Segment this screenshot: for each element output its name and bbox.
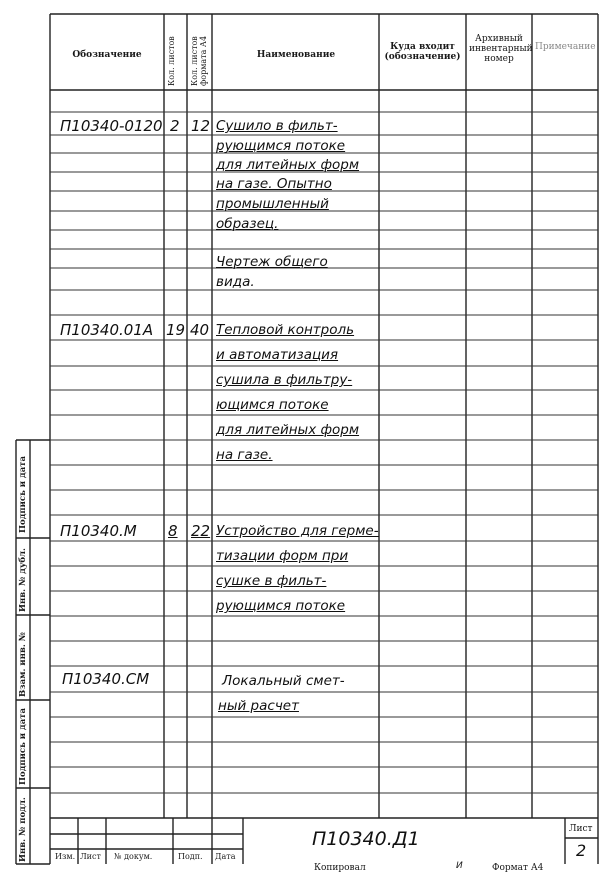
entry-4-name-line-2: ный расчет <box>218 698 299 714</box>
entry-4-designation: П10340.СМ <box>62 670 150 688</box>
entry-1-name-line-6: образец. <box>216 216 279 232</box>
side-label-sign-date-upper: Подпись и дата <box>18 455 28 533</box>
title-sheet-number: 2 <box>576 841 587 860</box>
entry-3-name-line-4: рующимся потоке <box>216 598 346 614</box>
header-archive: Архивный инвентарный номер <box>469 34 533 64</box>
side-label-vzam-inv: Взам. инв. № <box>18 631 28 697</box>
entry-3-name-line-2: тизации форм при <box>216 548 349 564</box>
entry-2-name-line-3: сушила в фильтру- <box>216 372 353 388</box>
entry-1-name-line-5: промышленный <box>216 196 329 212</box>
entry-1-name-line-1: Сушило в фильт- <box>216 118 338 134</box>
entry-2-name-line-2: и автоматизация <box>216 347 339 363</box>
entry-3-name-line-3: сушке в фильт- <box>216 573 327 589</box>
side-label-inv-podl: Инв. № подл. <box>18 797 28 862</box>
header-a4-sheet-count: Кол. листов формата А4 <box>190 35 208 86</box>
footer-format: Формат А4 <box>492 863 544 873</box>
entry-1-name-line-8: вида. <box>216 274 255 290</box>
footer-copied: Копировал <box>314 863 366 873</box>
entry-1-a4: 12 <box>191 117 211 135</box>
entry-2-name-line-6: на газе. <box>216 447 273 463</box>
entry-2-name-line-1: Тепловой контроль <box>216 322 355 338</box>
entry-1-designation: П10340-0120 <box>60 117 163 135</box>
footer-mark: И <box>456 861 463 871</box>
entry-3-name-line-1: Устройство для герме- <box>216 523 379 539</box>
header-designation: Обозначение <box>72 50 142 60</box>
entry-3-a4: 22 <box>191 522 211 540</box>
side-label-sign-date-lower: Подпись и дата <box>18 707 28 785</box>
header-destination: Куда входит (обозначение) <box>384 42 461 62</box>
title-doc-code: П10340.Д1 <box>312 828 420 850</box>
entry-3-designation: П10340.М <box>60 522 137 540</box>
entry-2-sheets: 19 <box>166 321 186 339</box>
entry-2-name-line-4: ющимся потоке <box>216 397 329 413</box>
header-name: Наименование <box>256 50 336 60</box>
title-izm: Изм. <box>55 852 76 861</box>
entry-3-sheets: 8 <box>168 522 178 540</box>
entry-2-designation: П10340.01А <box>60 321 154 339</box>
title-doc-no: № докум. <box>114 852 153 861</box>
entry-1-name-line-7: Чертеж общего <box>216 254 328 270</box>
title-date: Дата <box>215 852 236 861</box>
title-sheet-label: Лист <box>569 824 593 834</box>
entry-1-name-line-3: для литейных форм <box>216 157 360 173</box>
entry-2-name-line-5: для литейных форм <box>216 422 360 438</box>
entry-1-sheets: 2 <box>170 117 180 135</box>
entry-1-name-line-4: на газе. Опытно <box>216 176 332 192</box>
title-list: Лист <box>80 852 101 861</box>
header-sheet-count: Кол. листов <box>167 36 176 86</box>
side-label-inv-dubl: Инв. № дубл. <box>18 547 28 612</box>
entry-4-name-line-1: Локальный смет- <box>222 673 345 689</box>
entry-2-a4: 40 <box>190 321 210 339</box>
title-podp: Подп. <box>178 852 203 861</box>
entry-1-name-line-2: рующимся потоке <box>216 138 346 154</box>
header-note: Примечание <box>535 42 596 52</box>
